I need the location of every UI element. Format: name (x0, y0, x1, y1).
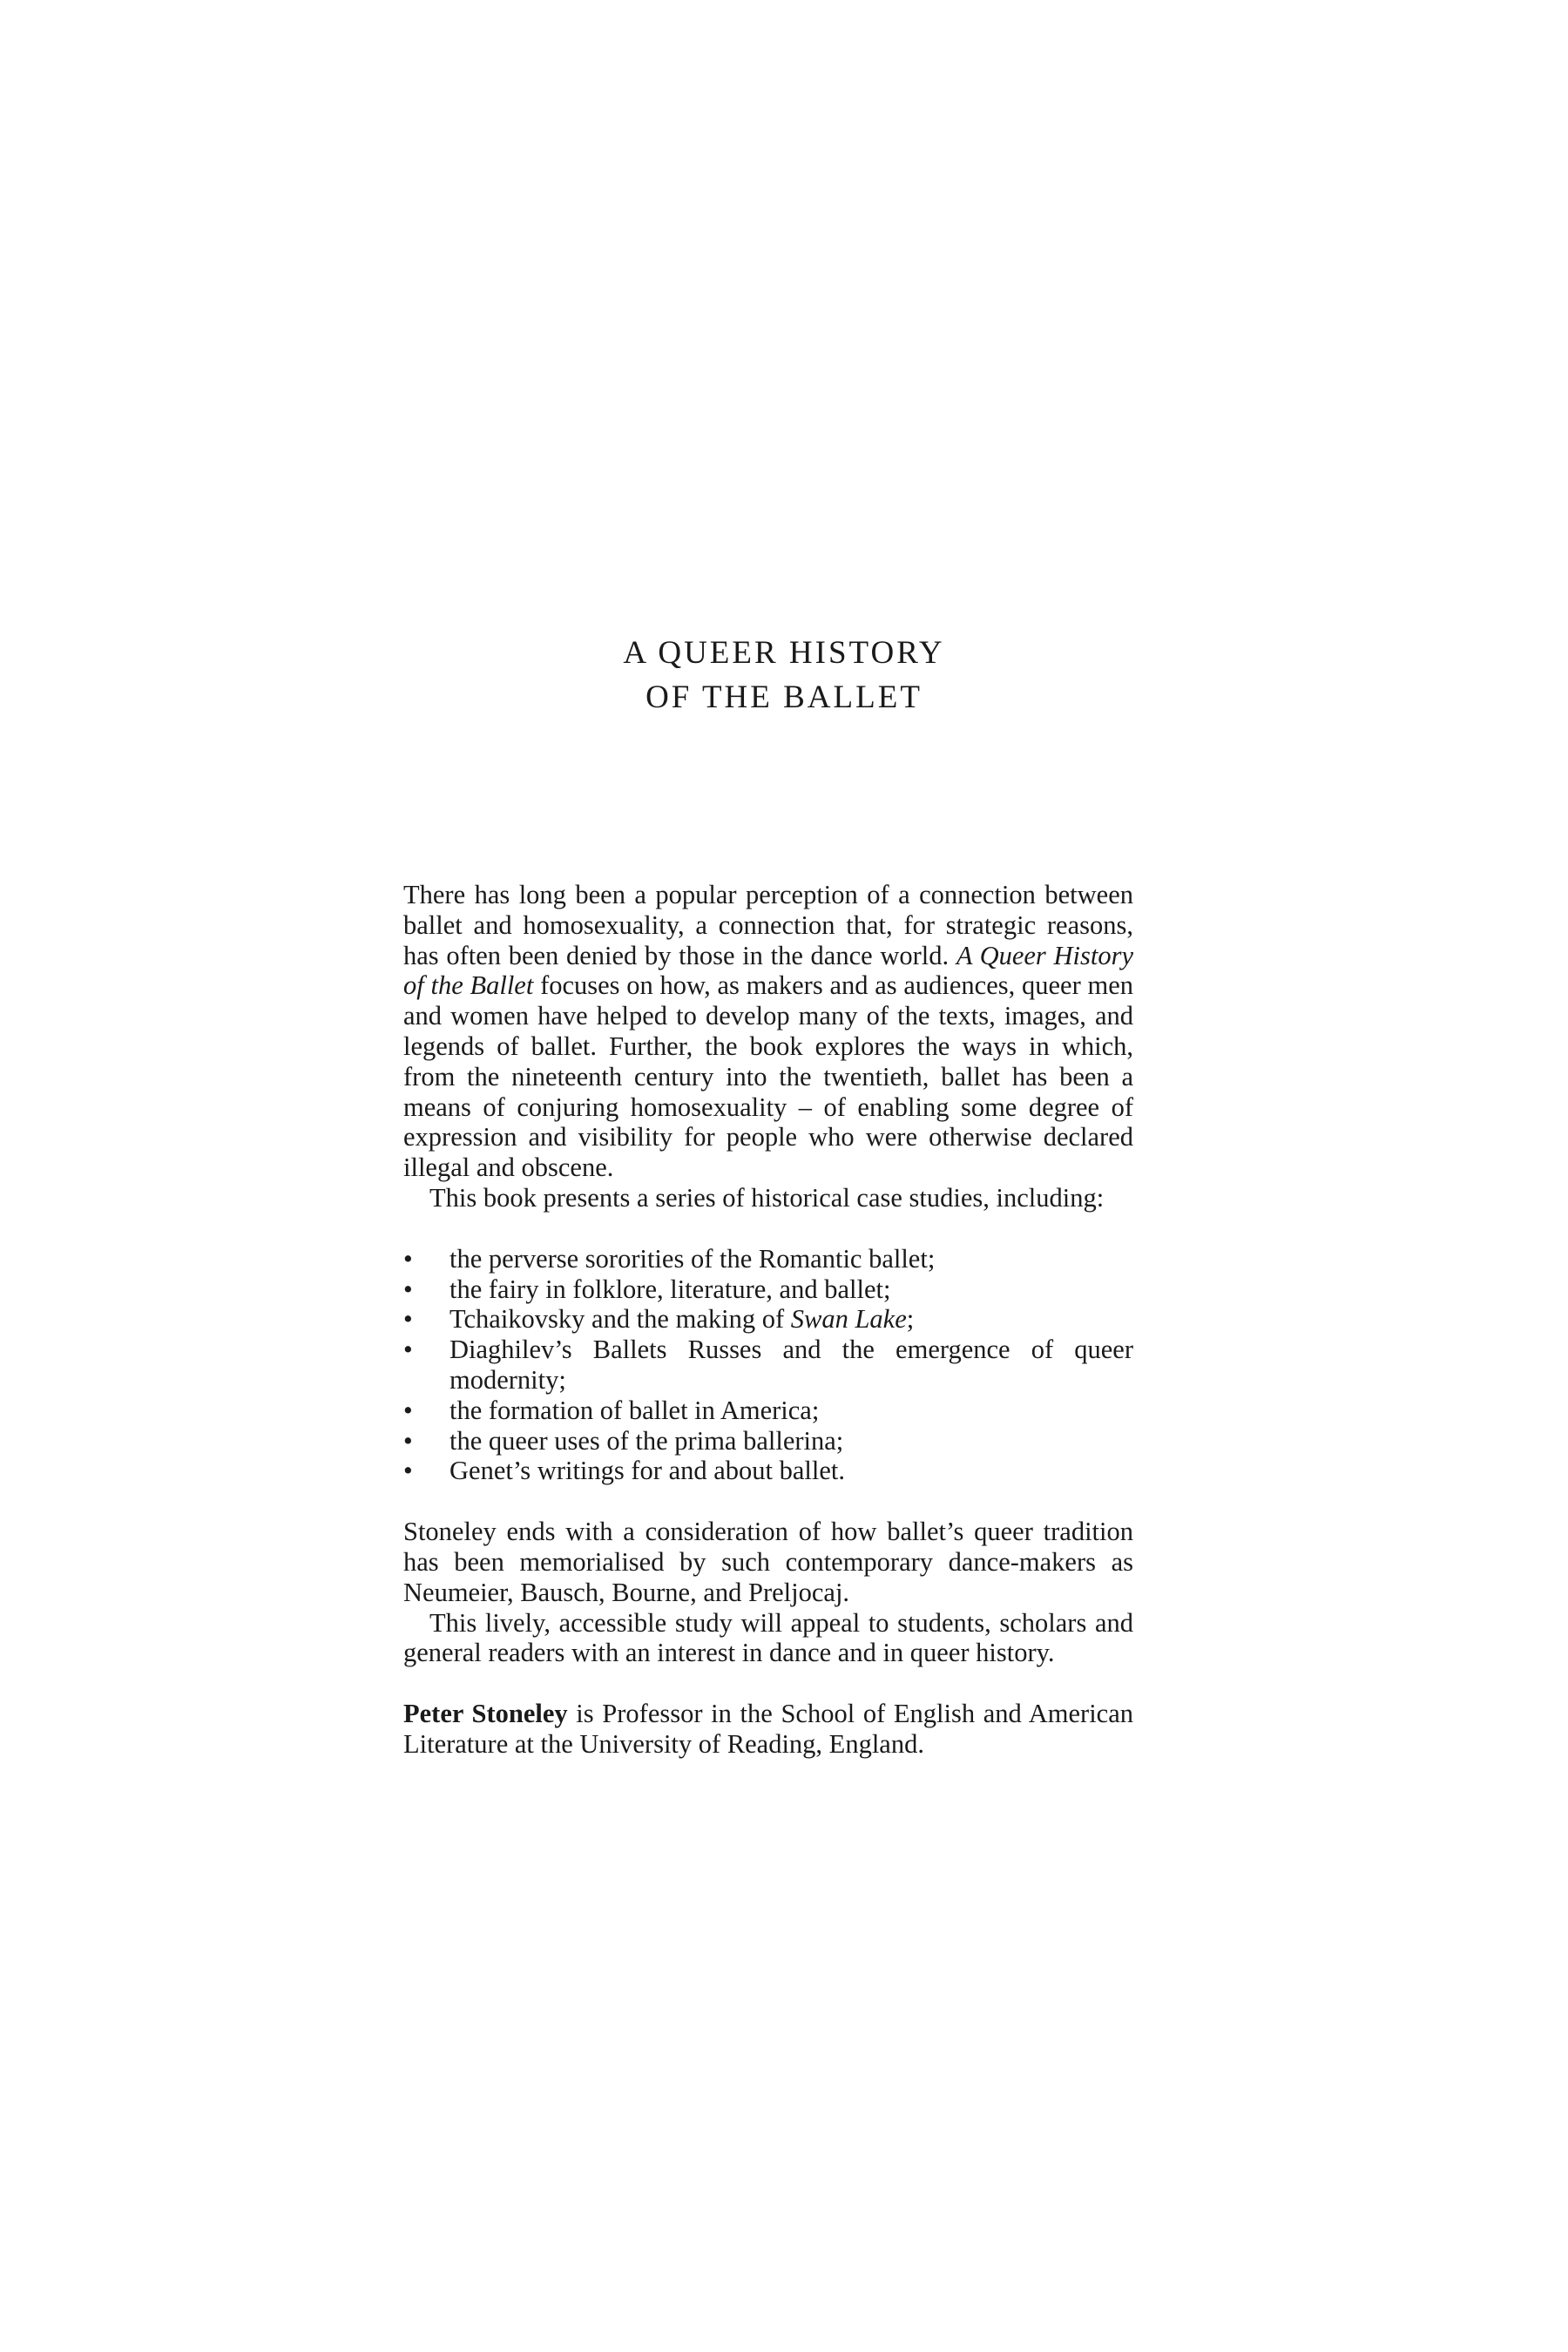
author-name: Peter Stoneley (403, 1699, 568, 1729)
list-item (403, 1244, 1133, 1274)
list-item-text: the fairy in folklore, literature, and ballet; (449, 1274, 891, 1304)
author-bio-text: is Professor in the School of English and American Literature at the University of Reading, England. (403, 1699, 1133, 1759)
page-title (0, 631, 1568, 720)
list-item (403, 1274, 1133, 1305)
conclusion-paragraph-2: This lively, accessible study will appeal to students, scholars and general readers with an interest in dance and in queer history. (403, 1607, 1133, 1668)
title-line-1: A QUEER HISTORY (623, 635, 945, 671)
intro-text-end: focuses on how, as makers and as audiences, queer men and women have helped to develop many of the texts, images, and legends of ballet. Further, the book explores the ways in which, from the nineteenth century into the twentieth, ballet has been a means of conjuring homosexuality – of enabling some degree of expression and visibility for people who were otherwise declared illegal and obscene. (403, 970, 1133, 1183)
case-studies-intro: This book presents a series of historical case studies, including: (429, 1182, 1105, 1213)
list-item-text: the queer uses of the prima ballerina; (449, 1425, 844, 1456)
intro-text-start: There has long been a popular perception of a connection between ballet and homosexuality, a connection that, for strategic reasons, has often been denied by those in the dance world. (403, 880, 1133, 970)
bullet-icon: • (403, 1243, 413, 1274)
list-item (403, 1396, 1133, 1426)
conclusion-paragraph-1: Stoneley ends with a consideration of how ballet’s queer tradition has been memorialised by such contemporary dance-makers as Neumeier, Bausch, Bourne, and Preljocaj. (403, 1517, 1133, 1607)
title-line-2: OF THE BALLET (645, 679, 923, 715)
list-item (403, 1304, 1133, 1335)
bullet-icon: • (403, 1304, 413, 1335)
list-item-text: Tchaikovsky and the making of (449, 1304, 791, 1335)
book-title-italic: A Queer History of the Ballet (403, 940, 1133, 1001)
bullet-icon: • (403, 1425, 413, 1456)
list-item (403, 1335, 1133, 1396)
list-item-italic: Swan Lake (790, 1304, 907, 1335)
list-item-text: Genet’s writings for and about ballet. (449, 1456, 846, 1486)
spacer (403, 1213, 1133, 1244)
intro-paragraph (403, 880, 1133, 1183)
case-studies-list (403, 1244, 1133, 1486)
author-bio (403, 1699, 1133, 1760)
list-item (403, 1456, 1133, 1486)
bullet-icon: • (403, 1456, 413, 1486)
spacer (403, 1668, 1133, 1699)
list-item (403, 1426, 1133, 1456)
bullet-icon: • (403, 1274, 413, 1304)
bullet-icon: • (403, 1395, 413, 1425)
list-item-text-end: ; (906, 1304, 915, 1335)
list-item-text: Diaghilev’s Ballets Russes and the emergence of queer modernity; (449, 1335, 1133, 1395)
list-item-text: the perverse sororities of the Romantic ballet; (449, 1243, 936, 1274)
bullet-icon: • (403, 1335, 413, 1365)
spacer (403, 1486, 1133, 1517)
blurb-body (403, 880, 1133, 1760)
list-item-text: the formation of ballet in America; (449, 1395, 820, 1425)
